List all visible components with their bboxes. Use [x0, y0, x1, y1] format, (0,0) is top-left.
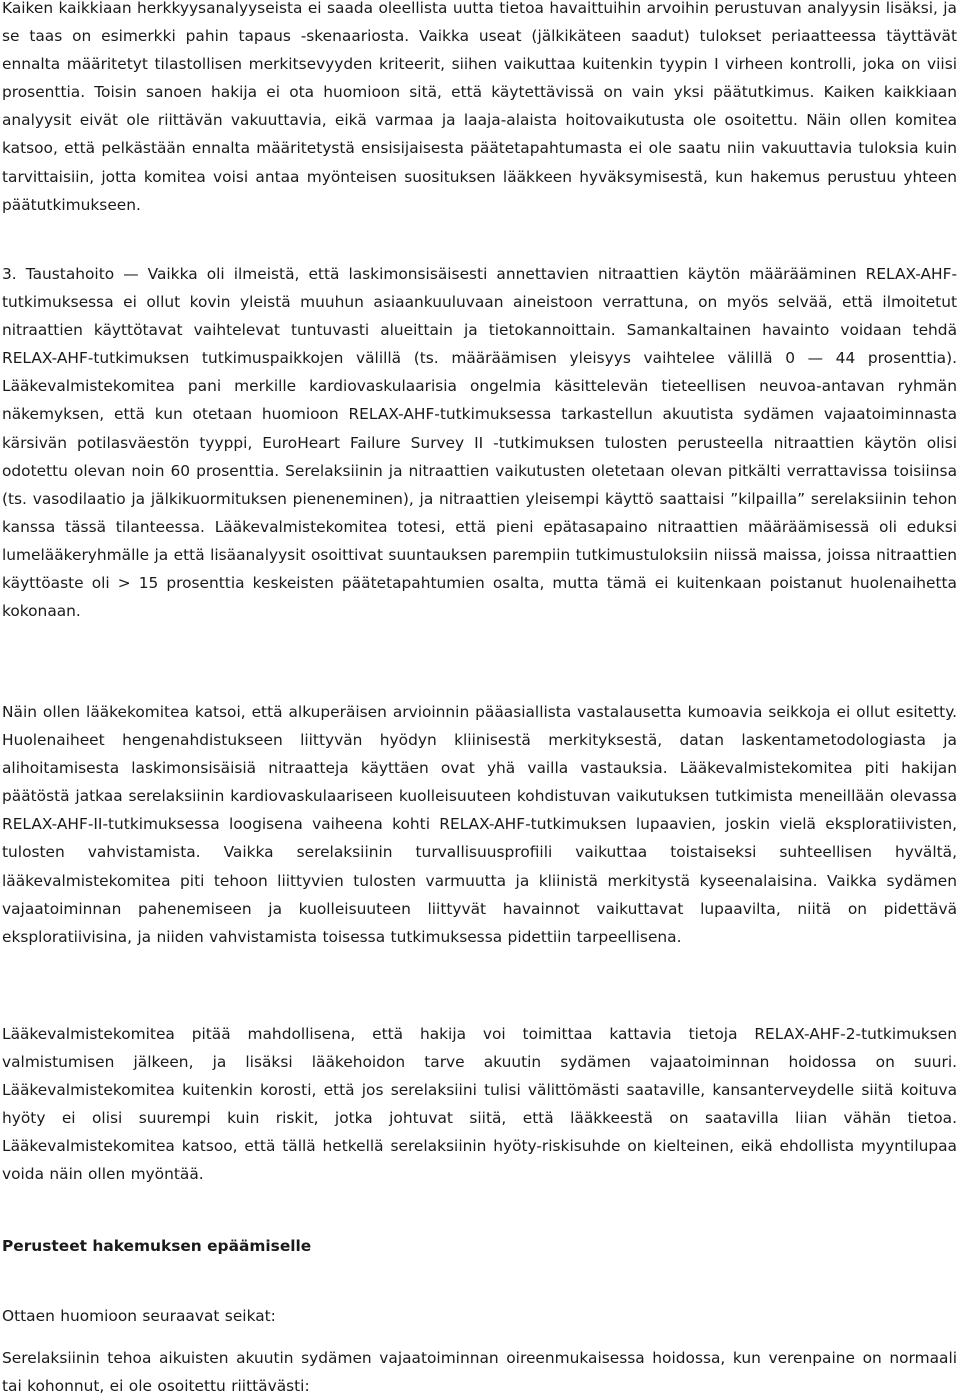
paragraph-committee-conclusion: Näin ollen lääkekomitea katsoi, että alkuperäisen arvioinnin pääasiallista vastalausetta kumoavia seikkoja ei ollut esitetty. Huolenaiheet hengenahdistukseen liittyvän hyödyn kliinisestä merkityksestä, datan laskentametodologiasta ja alihoitamisesta laskimonsisäisiä nitraatteja käyttäen ovat yhä vailla vastauksia. Lääkevalmistekomitea piti hakijan päätöstä jatkaa serelaksiinin kardiovaskulaariseen kuolleisuuteen kohdistuvan vaikutuksen tutkimista meneillään olevassa RELAX-AHF-II-tutkimuksessa loogisena vaiheena kohti RELAX-AHF-tutkimuksen lupaavien, joskin vielä eksploratiivisten, tulosten vahvistamista. Vaikka serelaksiinin turvallisuusprofiili vaikuttaa toistaiseksi suhteellisen hyvältä, lääkevalmistekomitea piti tehoon liittyvien tulosten varmuutta ja kliinistä merkitystä kyseenalaisina. Vaikka sydämen vajaatoiminnan pahenemiseen ja kuolleisuuteen liittyvät havainnot vaikuttavat lupaavilta, niitä on pidettävä eksploratiivisina, ja niiden vahvistamista toisessa tutkimuksessa pidettiin tarpeellisena.: [2, 703, 957, 946]
paragraph-benefit-risk: Lääkevalmistekomitea pitää mahdollisena, että hakija voi toimittaa kattavia tietoja RELAX-AHF-2-tutkimuksen valmistumisen jälkeen, ja lisäksi lääkehoidon tarve akuutin sydämen vajaatoiminnan hoidossa on suuri. Lääkevalmistekomitea kuitenkin korosti, että jos serelaksiini tulisi välittömästi saataville, kansanterveydelle siitä koituva hyöty ei olisi suurempi kuin riskit, jotka johtuvat siitä, että lääkkeestä on saatavilla liian vähän tietoa. Lääkevalmistekomitea katsoo, että tällä hetkellä serelaksiinin hyöty-riskisuhde on kielteinen, eikä ehdollista myyntilupaa voida näin ollen myöntää.: [2, 1025, 957, 1184]
section-heading-grounds-for-refusal: Perusteet hakemuksen epäämiselle: [2, 1237, 312, 1255]
paragraph-efficacy-not-shown: Serelaksiinin tehoa aikuisten akuutin sydämen vajaatoiminnan oireenmukaisessa hoidossa, kun verenpaine on normaali tai kohonnut, ei ole osoitettu riittävästi:: [2, 1349, 957, 1396]
paragraph-background-therapy: 3. Taustahoito — Vaikka oli ilmeistä, että laskimonsisäisesti annettavien nitraattien käytön määrääminen RELAX-AHF-tutkimuksessa ei ollut kovin yleistä muuhun asiaankuuluvaan aineistoon verrattuna, on myös selvää, että ilmoitetut nitraattien käyttötavat vaihtelevat tuntuvasti alueittain ja tietokannoittain. Samankaltainen havainto voidaan tehdä RELAX-AHF-tutkimuksen tutkimuspaikkojen välillä (ts. määräämisen yleisyys vaihtelee välillä 0 — 44 prosenttia). Lääkevalmistekomitea pani merkille kardiovaskulaarisia ongelmia käsittelevän tieteellisen neuvoa-antavan ryhmän näkemyksen, että kun otetaan huomioon RELAX-AHF-tutkimuksessa tarkastellun akuutista sydämen vajaatoiminnasta kärsivän potilasväestön tyyppi, EuroHeart Failure Survey II -tutkimuksen tulosten perusteella nitraattien käytön olisi odotettu olevan noin 60 prosenttia. Serelaksiinin ja nitraattien vaikutusten oletetaan olevan pitkälti verrattavissa toisiinsa (ts. vasodilaatio ja jälkikuormituksen pieneneminen), ja nitraattien yleisempi käyttö saattaisi ”kilpailla” serelaksiinin tehon kanssa tässä tilanteessa. Lääkevalmistekomitea totesi, että pieni epätasapaino nitraattien määräämisessä oli eduksi lumelääkeryhmälle ja että lisäanalyysit osoittivat suuntauksen parempiin tutkimustuloksiin niissä maissa, joissa nitraattien käyttöaste oli > 15 prosenttia keskeisten päätetapahtumien osalta, mutta tämä ei kuitenkaan poistanut huolenaihetta kokonaan.: [2, 265, 957, 621]
paragraph-considering-intro: Ottaen huomioon seuraavat seikat:: [2, 1307, 276, 1325]
paragraph-sensitivity-analyses: Kaiken kaikkiaan herkkyysanalyyseista ei saada oleellista uutta tietoa havaittuihin arvoihin perustuvan analyysin lisäksi, ja se taas on esimerkki pahin tapaus -skenaariosta. Vaikka useat (jälkikäteen saadut) tulokset periaatteessa täyttävät ennalta määritetyt tilastollisen merkitsevyyden kriteerit, siihen vaikuttaa kuitenkin tyypin I virheen kontrolli, joka on viisi prosenttia. Toisin sanoen hakija ei ota huomioon sitä, että käytettävissä on vain yksi päätutkimus. Kaiken kaikkiaan analyysit eivät ole riittävän vakuuttavia, eikä varmaa ja laaja-alaista hoitovaikutusta ole osoitettu. Näin ollen komitea katsoo, että pelkästään ennalta määritetystä ensisijaisesta päätetapahtumasta ei ole saatu niin vakuuttavia tuloksia kuin tarvittaisiin, jotta komitea voisi antaa myönteisen suosituksen lääkkeen hyväksymisestä, kun hakemus perustuu yhteen päätutkimukseen.: [2, 0, 957, 214]
